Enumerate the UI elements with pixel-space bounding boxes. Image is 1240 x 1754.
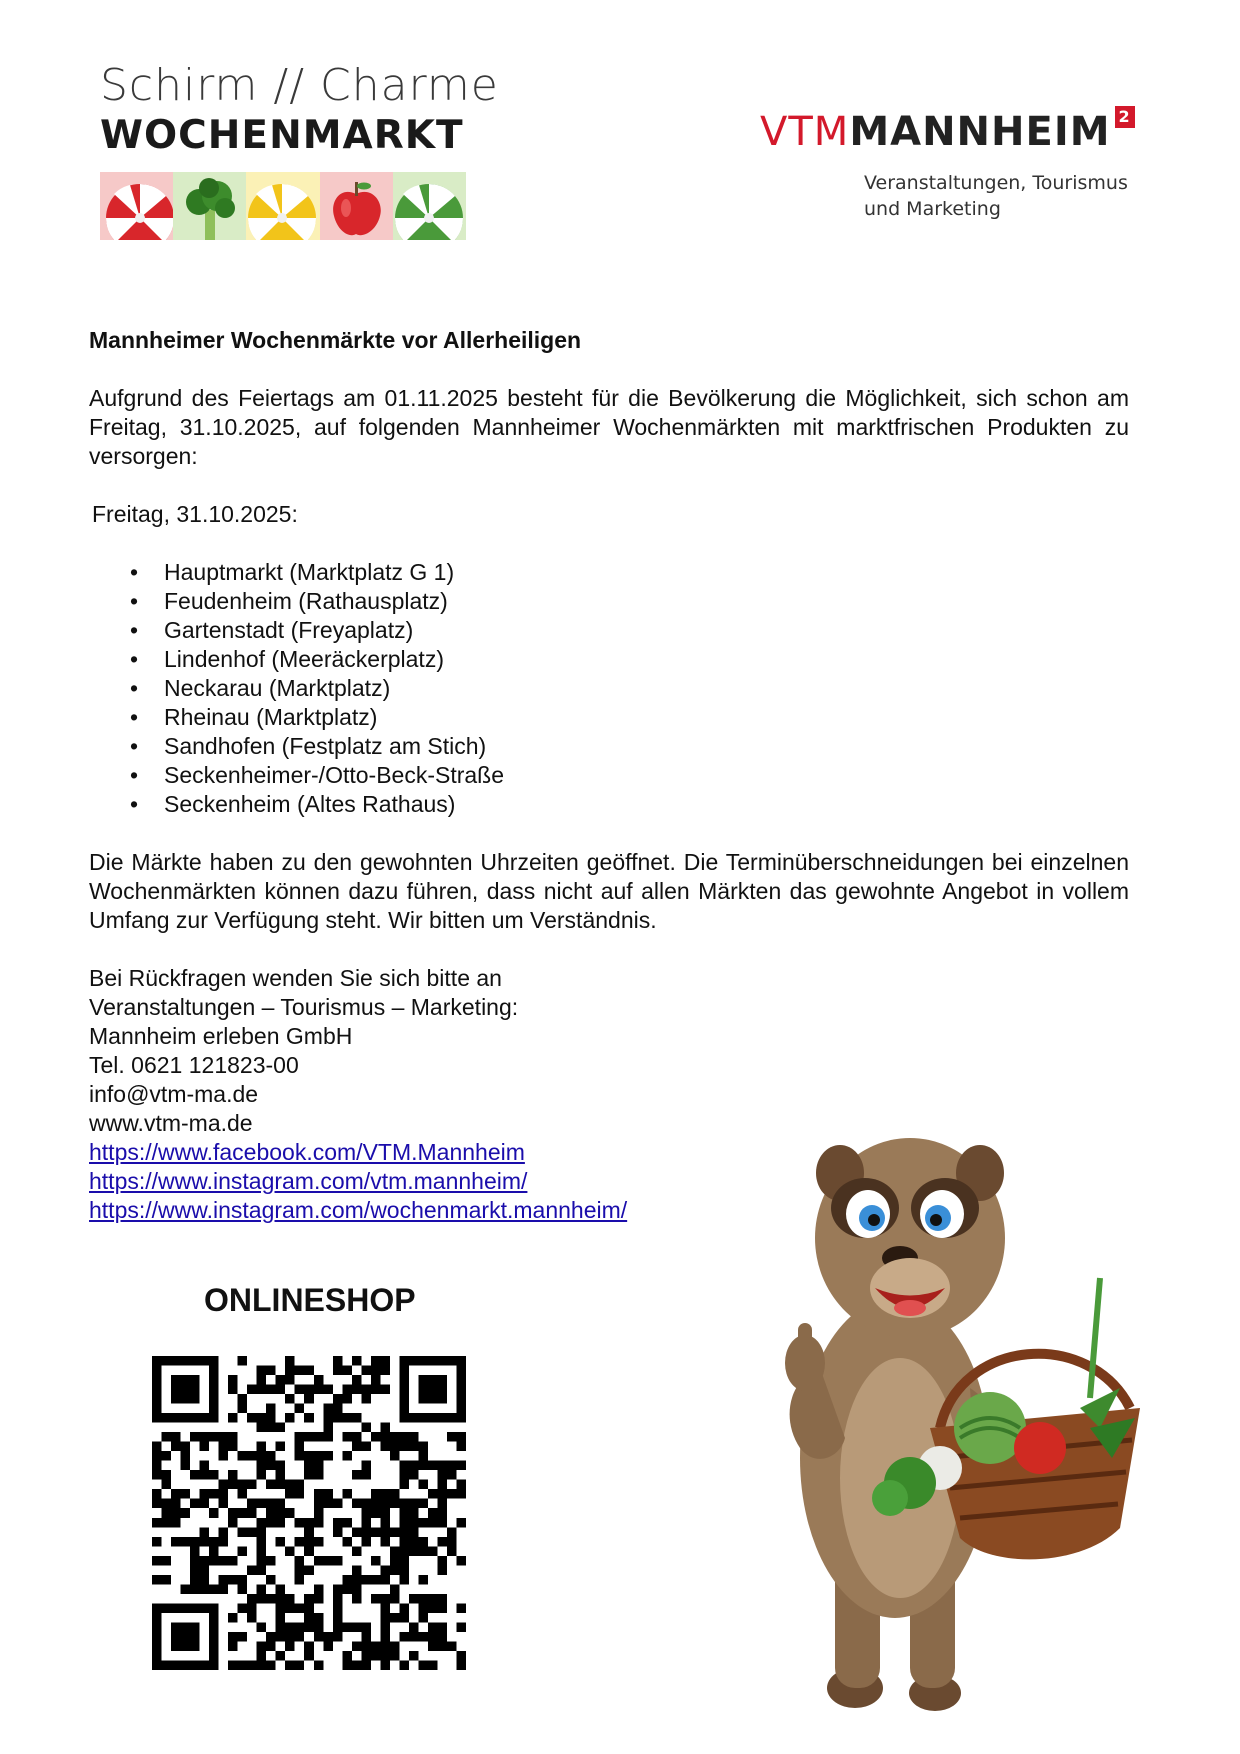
contact-intro: Bei Rückfragen wenden Sie sich bitte an xyxy=(89,965,502,991)
bullet-icon: • xyxy=(130,646,139,672)
bullet-icon: • xyxy=(130,733,139,759)
bullet-icon: • xyxy=(130,675,139,701)
tagline-line-1: Veranstaltungen, Tourismus xyxy=(864,172,1128,194)
contact-phone: Tel. 0621 121823-00 xyxy=(89,1052,299,1078)
vtm-wordmark xyxy=(760,108,1180,156)
vtm-mannheim-logo xyxy=(760,108,1180,222)
logo-title: WOCHENMARKT xyxy=(100,113,464,158)
market-name: Gartenstadt (Freyaplatz) xyxy=(164,617,414,643)
contact-website: www.vtm-ma.de xyxy=(89,1110,253,1136)
instagram-wochenmarkt-link[interactable]: https://www.instagram.com/wochenmarkt.mannheim/ xyxy=(89,1197,628,1223)
mascot-icon xyxy=(785,1138,1140,1711)
market-name: Seckenheim (Altes Rathaus) xyxy=(164,791,456,817)
list-item xyxy=(89,703,1129,732)
mascot-illustration xyxy=(760,1128,1170,1728)
market-name: Feudenheim (Rathausplatz) xyxy=(164,588,448,614)
list-item xyxy=(89,558,1129,587)
vtm-tagline xyxy=(864,170,1180,222)
list-item xyxy=(89,674,1129,703)
logo-image-strip xyxy=(100,172,466,240)
bullet-icon: • xyxy=(130,704,139,730)
bullet-icon: • xyxy=(130,617,139,643)
vtm-text: VTM xyxy=(760,109,850,155)
date-label: Freitag, 31.10.2025: xyxy=(92,501,298,527)
market-name: Lindenhof (Meeräckerplatz) xyxy=(164,646,444,672)
umbrella-red-icon xyxy=(100,172,173,240)
wochenmarkt-logo xyxy=(100,60,499,240)
umbrella-yellow-icon xyxy=(246,172,319,240)
document-heading: Mannheimer Wochenmärkte vor Allerheiligen xyxy=(89,327,582,353)
market-name: Seckenheimer-/Otto-Beck-Straße xyxy=(164,762,505,788)
list-item xyxy=(89,761,1129,790)
market-name: Rheinau (Marktplatz) xyxy=(164,704,378,730)
list-item xyxy=(89,616,1129,645)
facebook-link[interactable]: https://www.facebook.com/VTM.Mannheim xyxy=(89,1139,525,1165)
notice-paragraph: Die Märkte haben zu den gewohnten Uhrzeiten geöffnet. Die Terminüberschneidungen bei einzelnen Wochenmärkten können dazu führen, dass nicht auf allen Märkten das gewohnte Angebot in vollem Umfang zur Verfügung steht. Wir bitten um Verständnis. xyxy=(89,849,1129,933)
document-body xyxy=(89,326,1129,1225)
bullet-icon: • xyxy=(130,791,139,817)
onlineshop-qr-code[interactable] xyxy=(152,1356,466,1670)
list-item xyxy=(89,587,1129,616)
apple-icon xyxy=(320,172,393,240)
list-item xyxy=(89,732,1129,761)
market-name: Neckarau (Marktplatz) xyxy=(164,675,391,701)
mannheim-text: MANNHEIM xyxy=(849,109,1111,155)
onlineshop-label: ONLINESHOP xyxy=(204,1282,416,1318)
broccoli-icon xyxy=(173,172,246,240)
logo-tagline: Schirm // Charme xyxy=(100,60,499,111)
list-item xyxy=(89,645,1129,674)
contact-email: info@vtm-ma.de xyxy=(89,1081,259,1107)
umbrella-green-icon xyxy=(393,172,466,240)
market-name: Hauptmarkt (Marktplatz G 1) xyxy=(164,559,455,585)
instagram-vtm-link[interactable]: https://www.instagram.com/vtm.mannheim/ xyxy=(89,1168,528,1194)
intro-paragraph: Aufgrund des Feiertags am 01.11.2025 besteht für die Bevölkerung die Möglichkeit, sich schon am Freitag, 31.10.2025, auf folgenden Mannheimer Wochenmärkten mit marktfrischen Produkten zu versorgen: xyxy=(89,385,1129,469)
market-list xyxy=(89,558,1129,819)
bullet-icon: • xyxy=(130,559,139,585)
contact-company: Mannheim erleben GmbH xyxy=(89,1023,353,1049)
superscript-badge: 2 xyxy=(1115,106,1135,128)
bullet-icon: • xyxy=(130,588,139,614)
list-item xyxy=(89,790,1129,819)
bullet-icon: • xyxy=(130,762,139,788)
tagline-line-2: und Marketing xyxy=(864,198,1001,220)
market-name: Sandhofen (Festplatz am Stich) xyxy=(164,733,487,759)
contact-department: Veranstaltungen – Tourismus – Marketing: xyxy=(89,994,519,1020)
